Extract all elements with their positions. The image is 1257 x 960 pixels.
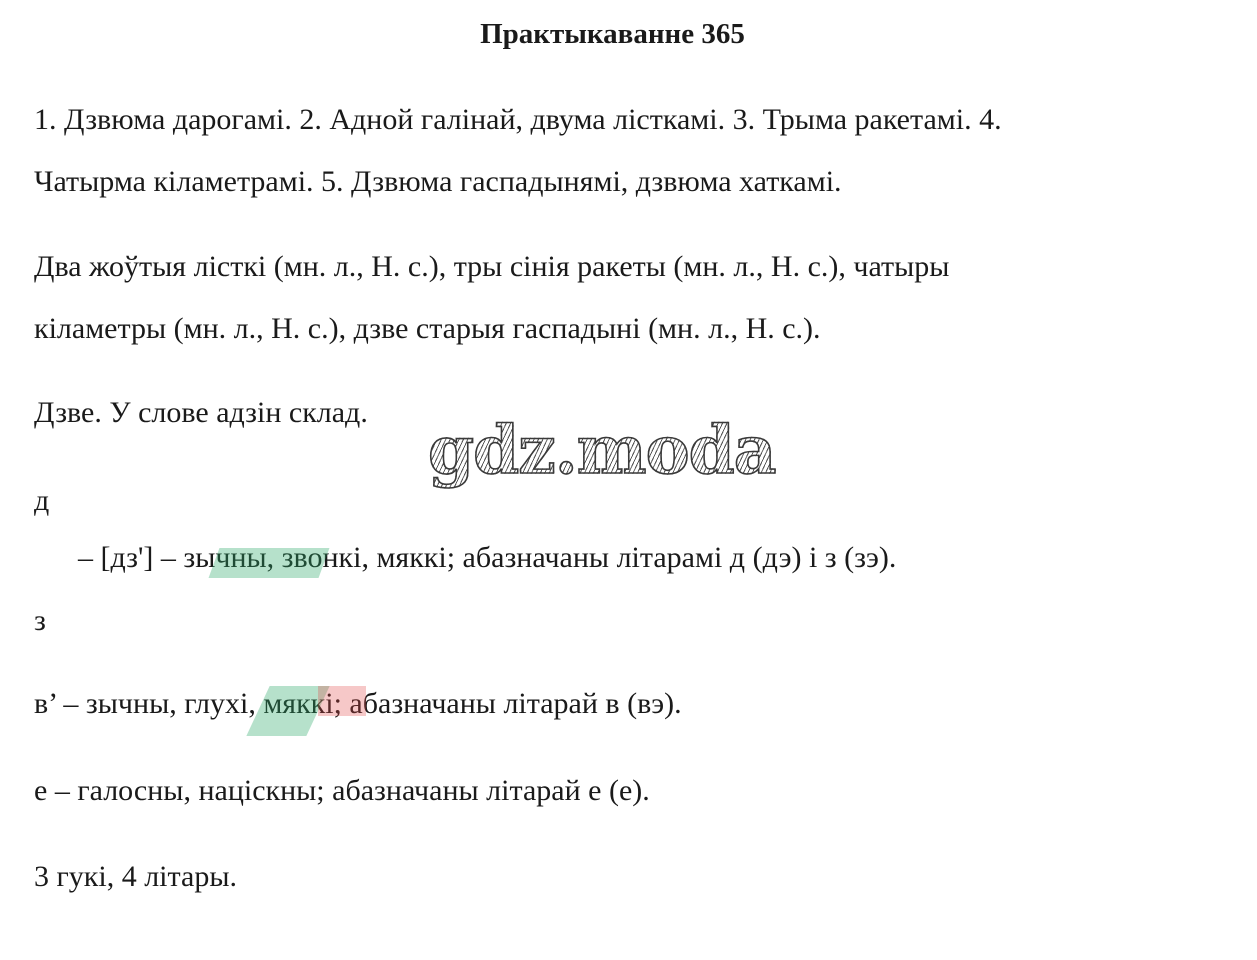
sound-dz-description: – [дз'] – зычны, звонкі, мяккі; абазначаны літарамі д (дэ) і з (зэ). — [78, 541, 897, 574]
answer-paragraph-2-line-1: Два жоўтыя лісткі (мн. л., Н. с.), тры сінія ракеты (мн. л., Н. с.), чатыры — [34, 250, 950, 283]
answer-paragraph-1-line-1: 1. Дзвюма дарогамі. 2. Адной галінай, двума лісткамі. 3. Трыма ракетамі. 4. — [34, 103, 1002, 136]
letter-z-label: з — [34, 604, 46, 637]
answer-paragraph-1-line-2: Чатырма кіламетрамі. 5. Дзвюма гаспадынямі, дзвюма хаткамі. — [34, 165, 842, 198]
letter-d-label: д — [34, 484, 50, 517]
answer-paragraph-2 — [34, 236, 1224, 360]
watermark-red-shape — [318, 686, 366, 716]
answer-paragraph-3: Дзве. У слове адзін склад. — [34, 396, 368, 429]
sound-v-description: в’ – зычны, глухі, мяккі; абазначаны літарай в (вэ). — [34, 687, 682, 720]
watermark-green-shape — [209, 548, 330, 578]
page-title: Практыкаванне 365 — [480, 18, 745, 50]
answer-paragraph-2-line-2: кіламетры (мн. л., Н. с.), дзве старыя гаспадыні (мн. л., Н. с.). — [34, 312, 821, 345]
sounds-letters-count: 3 гукі, 4 літары. — [34, 860, 237, 893]
sound-e-description: е – галосны, націскны; абазначаны літарай е (е). — [34, 774, 650, 807]
watermark-logo: gdz.moda — [428, 411, 776, 489]
answer-paragraph-1 — [34, 89, 1224, 213]
